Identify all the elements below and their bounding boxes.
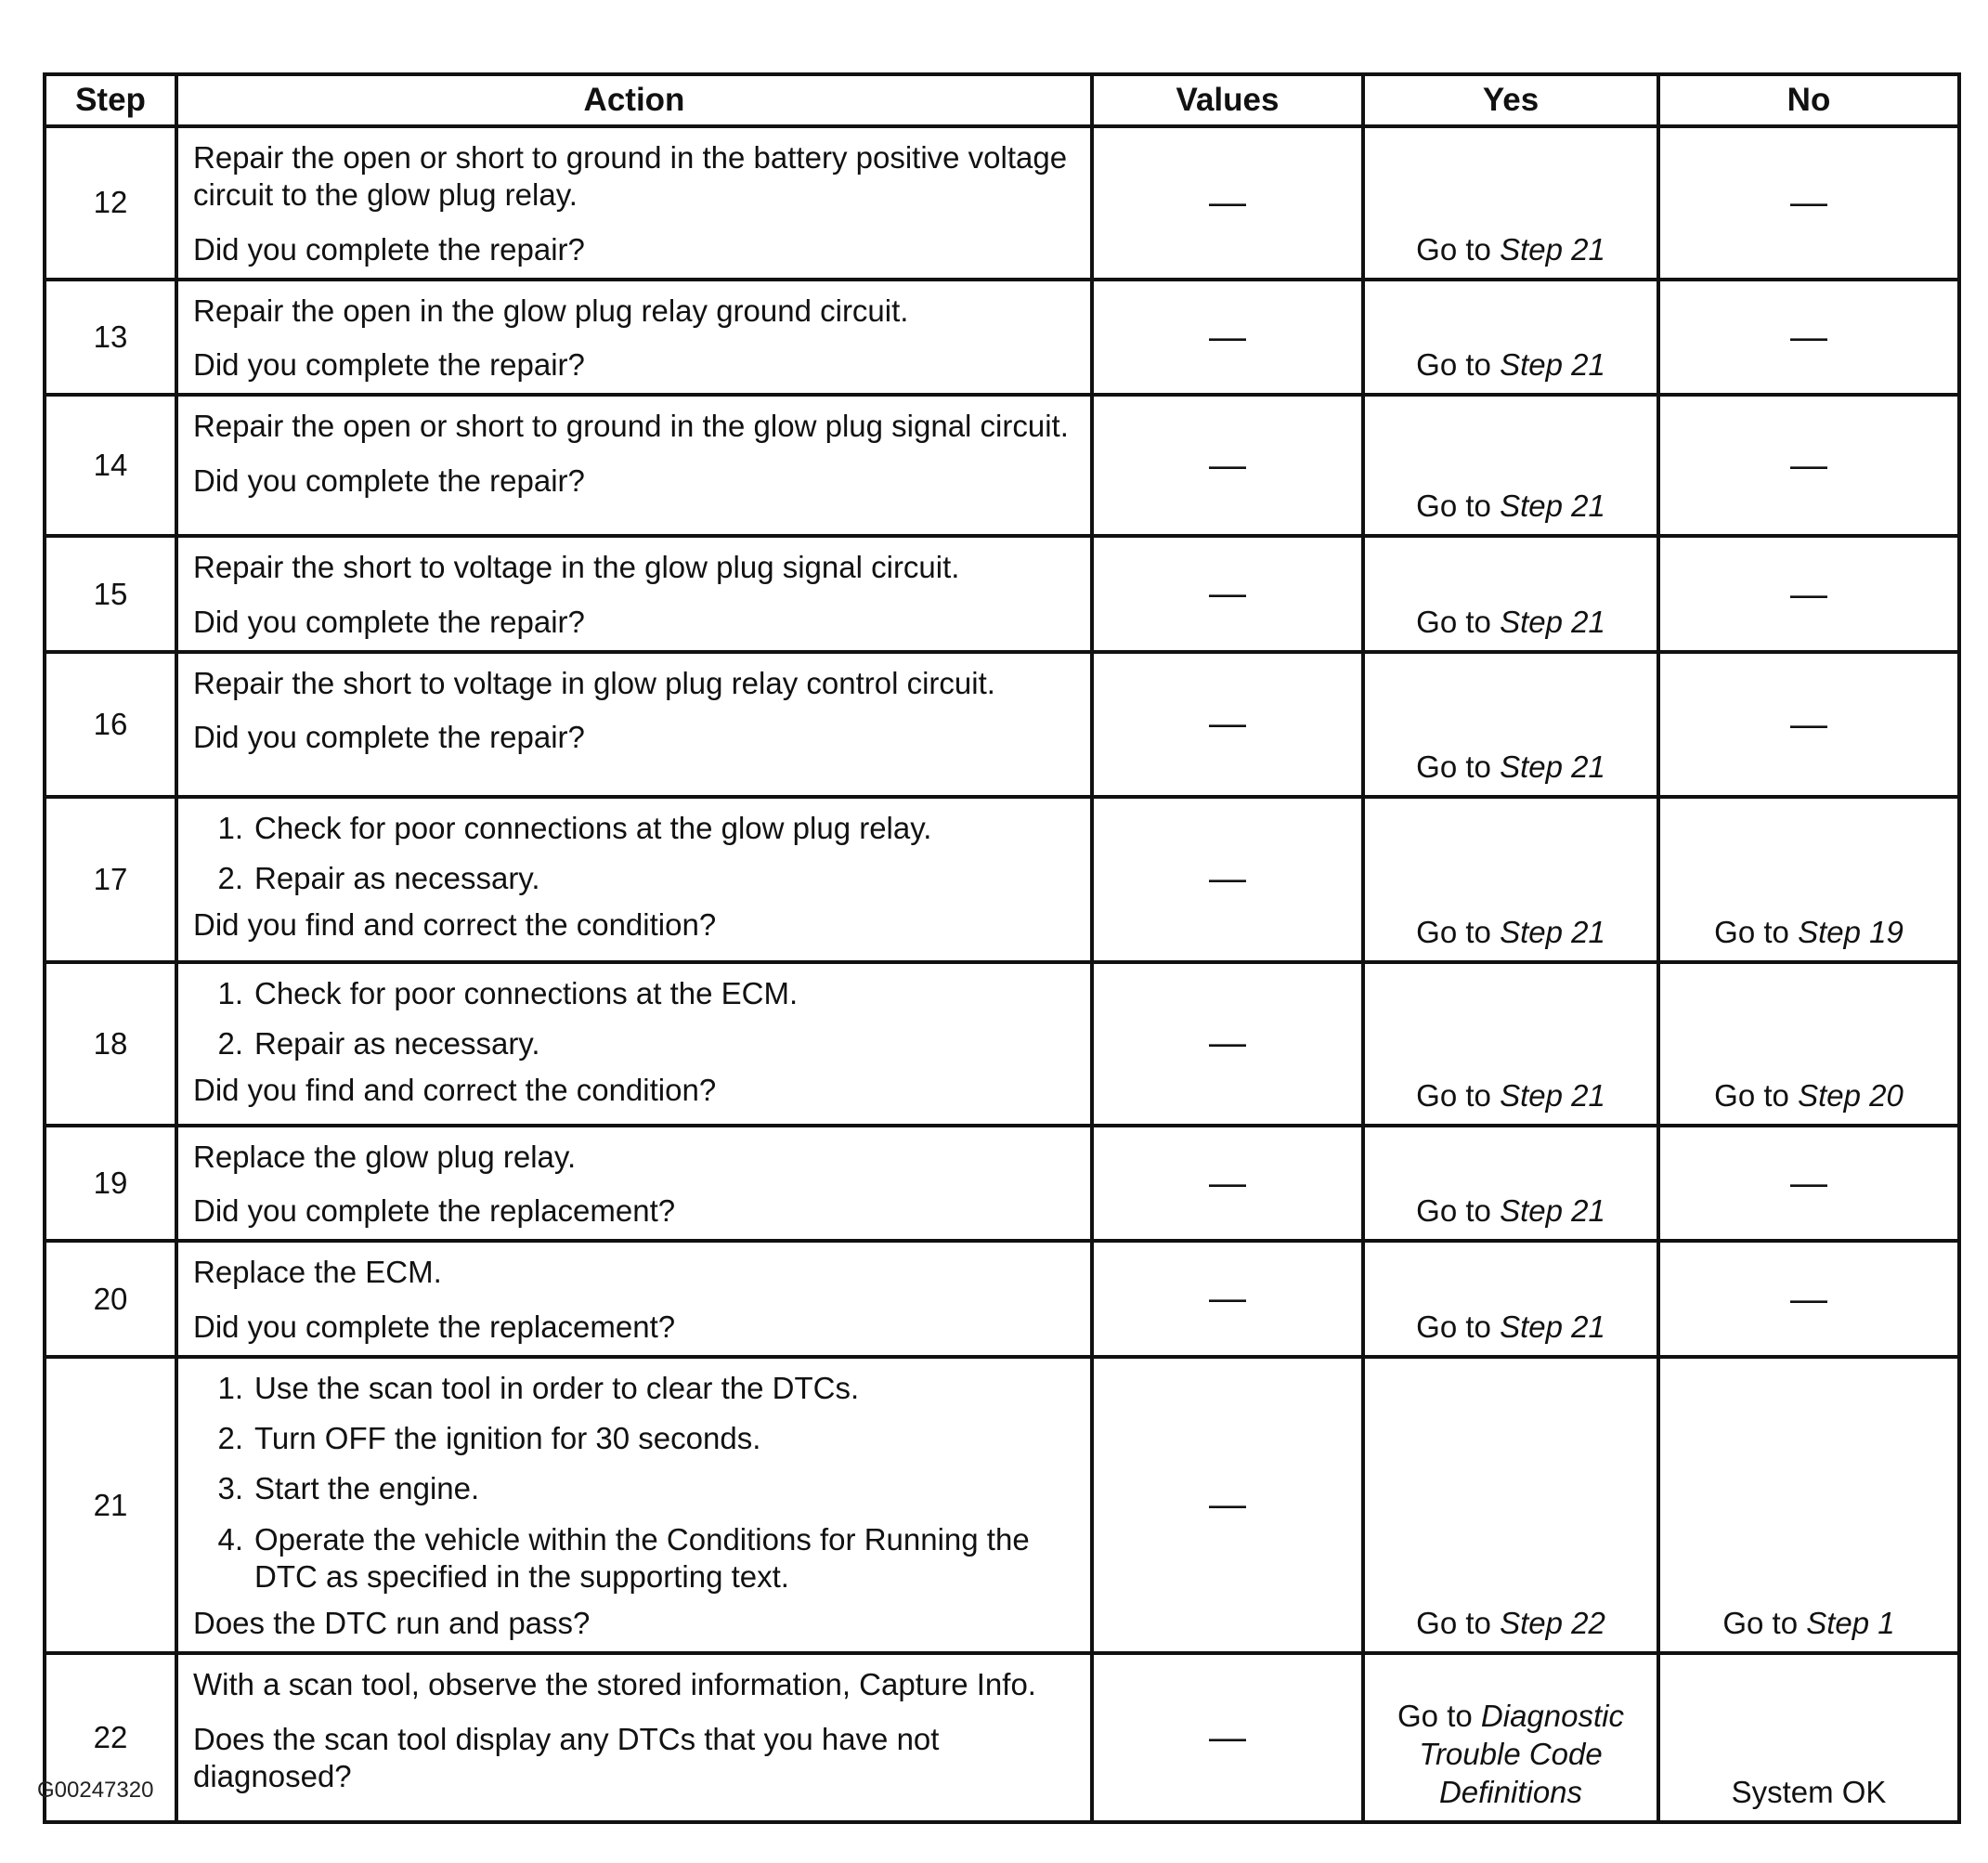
yes-prefix: Go to	[1416, 231, 1501, 267]
yes-step-link[interactable]: Step 21	[1500, 231, 1605, 267]
yes-step-link[interactable]: Step 21	[1500, 1309, 1605, 1344]
values-cell: —	[1092, 1653, 1363, 1822]
instruction-text: Start the engine.	[254, 1471, 480, 1506]
table-row	[45, 1126, 1959, 1242]
instruction-item	[193, 1370, 1077, 1407]
no-result: —	[1790, 317, 1827, 358]
instruction-number: 1.	[217, 810, 243, 845]
no-result: —	[1790, 445, 1827, 487]
no-cell	[1658, 652, 1959, 797]
values-cell: —	[1092, 1357, 1363, 1654]
header-values: Values	[1092, 74, 1363, 126]
no-cell	[1658, 797, 1959, 962]
yes-cell	[1363, 1126, 1658, 1242]
no-cell	[1658, 1357, 1959, 1654]
table-row	[45, 962, 1959, 1126]
action-cell	[176, 962, 1092, 1126]
action-text: Replace the glow plug relay.	[193, 1139, 577, 1174]
table-row	[45, 280, 1959, 396]
yes-cell	[1363, 1357, 1658, 1654]
no-result: —	[1790, 182, 1827, 224]
table-row	[45, 797, 1959, 962]
step-number: 12	[45, 126, 176, 280]
action-question: Did you complete the repair?	[193, 462, 585, 498]
action-cell	[176, 1357, 1092, 1654]
action-text: Repair the open or short to ground in the glow plug signal circuit.	[193, 409, 1069, 444]
no-step-link[interactable]: Step 1	[1806, 1606, 1895, 1640]
instruction-item	[193, 1521, 1077, 1596]
no-prefix: Go to	[1714, 1077, 1799, 1113]
instruction-item	[193, 1025, 1077, 1062]
step-number: 13	[45, 280, 176, 396]
table-body	[45, 126, 1959, 1822]
instruction-text: Use the scan tool in order to clear the DTCs.	[254, 1370, 860, 1405]
yes-prefix: Go to	[1397, 1698, 1481, 1733]
step-number: 21	[45, 1357, 176, 1654]
instruction-item	[193, 975, 1077, 1012]
action-cell	[176, 797, 1092, 962]
no-cell	[1658, 280, 1959, 396]
header-yes: Yes	[1363, 74, 1658, 126]
yes-prefix: Go to	[1416, 347, 1501, 382]
table-row	[45, 126, 1959, 280]
action-text: Repair the short to voltage in glow plug relay control circuit.	[193, 665, 995, 700]
yes-cell	[1363, 280, 1658, 396]
action-cell	[176, 1126, 1092, 1242]
action-cell	[176, 1653, 1092, 1822]
no-cell	[1658, 1241, 1959, 1357]
table-row	[45, 536, 1959, 652]
action-question: Did you complete the repair?	[193, 720, 585, 754]
values-cell: —	[1092, 1241, 1363, 1357]
instruction-number: 2.	[217, 1026, 243, 1061]
action-cell	[176, 280, 1092, 396]
no-step-link[interactable]: Step 19	[1798, 914, 1904, 949]
no-step-link[interactable]: Step 20	[1798, 1077, 1904, 1113]
action-text: Repair the open in the glow plug relay ground circuit.	[193, 293, 909, 328]
instruction-text: Repair as necessary.	[254, 1026, 540, 1061]
values-cell: —	[1092, 962, 1363, 1126]
yes-step-link[interactable]: Diagnostic Trouble Code Definitions	[1419, 1698, 1624, 1809]
action-question: Does the DTC run and pass?	[193, 1606, 591, 1640]
action-cell	[176, 652, 1092, 797]
step-number: 16	[45, 652, 176, 797]
yes-step-link[interactable]: Step 21	[1500, 914, 1605, 949]
yes-cell	[1363, 126, 1658, 280]
instruction-item	[193, 860, 1077, 897]
instruction-number: 2.	[217, 861, 243, 895]
instruction-list	[193, 975, 1077, 1063]
instruction-number: 4.	[217, 1521, 243, 1557]
instruction-text: Operate the vehicle within the Conditions for Running the DTC as specified in the supporting text.	[254, 1521, 1030, 1594]
diagnostic-table	[43, 72, 1961, 1824]
action-cell	[176, 536, 1092, 652]
no-cell	[1658, 536, 1959, 652]
action-text: With a scan tool, observe the stored information, Capture Info.	[193, 1667, 1036, 1702]
instruction-number: 1.	[217, 1370, 243, 1405]
no-result: —	[1790, 703, 1827, 745]
yes-step-link[interactable]: Step 21	[1500, 1193, 1605, 1228]
action-cell	[176, 1241, 1092, 1357]
action-question: Does the scan tool display any DTCs that you have not diagnosed?	[193, 1721, 940, 1793]
yes-cell	[1363, 1653, 1658, 1822]
action-text: Replace the ECM.	[193, 1255, 442, 1290]
no-result: —	[1790, 573, 1827, 615]
no-result: —	[1790, 1278, 1827, 1320]
yes-step-link[interactable]: Step 21	[1500, 749, 1605, 784]
instruction-text: Turn OFF the ignition for 30 seconds.	[254, 1421, 761, 1455]
no-cell	[1658, 395, 1959, 536]
yes-step-link[interactable]: Step 21	[1500, 1077, 1605, 1113]
yes-prefix: Go to	[1416, 1193, 1501, 1228]
no-cell	[1658, 1126, 1959, 1242]
step-number: 18	[45, 962, 176, 1126]
step-number: 17	[45, 797, 176, 962]
table-row	[45, 652, 1959, 797]
instruction-item	[193, 810, 1077, 847]
action-text: Repair the open or short to ground in the battery positive voltage circuit to the glow plug relay.	[193, 140, 1068, 213]
values-cell: —	[1092, 536, 1363, 652]
instruction-text: Repair as necessary.	[254, 861, 540, 895]
values-cell: —	[1092, 280, 1363, 396]
yes-step-link[interactable]: Step 22	[1500, 1606, 1605, 1640]
step-number: 15	[45, 536, 176, 652]
header-row	[45, 74, 1959, 126]
header-no: No	[1658, 74, 1959, 126]
action-cell	[176, 126, 1092, 280]
yes-prefix: Go to	[1416, 1309, 1501, 1344]
instruction-text: Check for poor connections at the ECM.	[254, 975, 799, 1010]
yes-step-link[interactable]: Step 21	[1500, 489, 1605, 523]
instruction-list	[193, 810, 1077, 898]
action-question: Did you complete the repair?	[193, 347, 585, 382]
yes-cell	[1363, 962, 1658, 1126]
action-question: Did you complete the repair?	[193, 231, 585, 267]
action-question: Did you complete the repair?	[193, 604, 585, 639]
yes-step-link[interactable]: Step 21	[1500, 604, 1605, 639]
step-number: 14	[45, 395, 176, 536]
action-question: Did you find and correct the condition?	[193, 1073, 717, 1108]
action-cell	[176, 395, 1092, 536]
instruction-item	[193, 1420, 1077, 1457]
no-prefix: Go to	[1714, 914, 1799, 949]
no-cell	[1658, 1653, 1959, 1822]
values-cell: —	[1092, 797, 1363, 962]
step-number: 22	[45, 1653, 176, 1822]
yes-prefix: Go to	[1416, 1077, 1501, 1113]
action-question: Did you complete the replacement?	[193, 1309, 676, 1344]
yes-prefix: Go to	[1416, 749, 1501, 784]
no-result: System OK	[1731, 1775, 1887, 1809]
yes-cell	[1363, 1241, 1658, 1357]
yes-prefix: Go to	[1416, 604, 1501, 639]
table-row	[45, 1357, 1959, 1654]
values-cell: —	[1092, 395, 1363, 536]
no-result: —	[1790, 1163, 1827, 1204]
instruction-list	[193, 1370, 1077, 1596]
header-action: Action	[176, 74, 1092, 126]
action-question: Did you find and correct the condition?	[193, 907, 717, 943]
table-row	[45, 395, 1959, 536]
instruction-number: 2.	[217, 1421, 243, 1455]
step-number: 20	[45, 1241, 176, 1357]
yes-cell	[1363, 395, 1658, 536]
figure-id: G00247320	[37, 1778, 154, 1803]
yes-step-link[interactable]: Step 21	[1500, 347, 1605, 382]
values-cell: —	[1092, 1126, 1363, 1242]
no-prefix: Go to	[1722, 1606, 1807, 1640]
yes-cell	[1363, 652, 1658, 797]
values-cell: —	[1092, 652, 1363, 797]
header-step: Step	[45, 74, 176, 126]
table-row	[45, 1653, 1959, 1822]
no-cell	[1658, 126, 1959, 280]
yes-prefix: Go to	[1416, 914, 1501, 949]
instruction-text: Check for poor connections at the glow plug relay.	[254, 810, 932, 845]
action-text: Repair the short to voltage in the glow plug signal circuit.	[193, 550, 960, 585]
yes-cell	[1363, 797, 1658, 962]
step-number: 19	[45, 1126, 176, 1242]
no-cell	[1658, 962, 1959, 1126]
table-row	[45, 1241, 1959, 1357]
action-question: Did you complete the replacement?	[193, 1193, 676, 1228]
instruction-item	[193, 1470, 1077, 1507]
yes-cell	[1363, 536, 1658, 652]
yes-prefix: Go to	[1416, 1606, 1501, 1640]
yes-prefix: Go to	[1416, 489, 1501, 523]
instruction-number: 3.	[217, 1471, 243, 1506]
instruction-number: 1.	[217, 975, 243, 1010]
values-cell: —	[1092, 126, 1363, 280]
